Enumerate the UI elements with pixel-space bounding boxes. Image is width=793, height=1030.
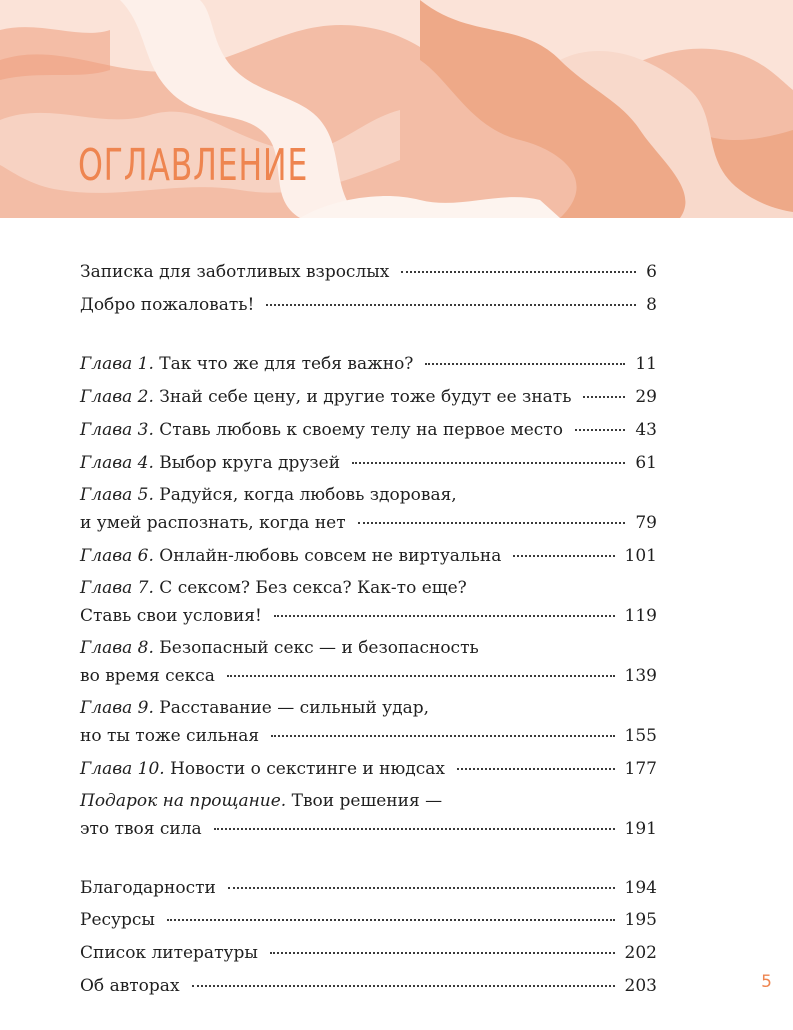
toc-page-number: 8 <box>646 295 657 315</box>
toc-entry-text: Знай себе цену, и другие тоже будут ее знать <box>159 387 572 407</box>
toc-page-number: 101 <box>624 546 657 566</box>
chapter-label: Глава 4. <box>80 453 154 473</box>
toc-entry-text: во время секса <box>80 666 215 686</box>
toc-page-number: 139 <box>624 666 657 686</box>
toc-entry-authors <box>80 972 657 1000</box>
header-banner <box>0 0 793 218</box>
toc-entry-bibliography <box>80 939 657 967</box>
toc-entry-text: Записка для заботливых взрослых <box>80 262 390 282</box>
toc-entry-chapter-3 <box>80 416 657 444</box>
toc-page-number: 155 <box>624 726 657 746</box>
toc-entry-first-line: С сексом? Без секса? Как-то еще? <box>159 578 467 598</box>
toc-page-number: 61 <box>635 453 657 473</box>
dot-leader <box>214 828 615 830</box>
toc-entry-farewell <box>80 787 657 843</box>
toc-entry-chapter-6 <box>80 542 657 570</box>
toc-page-number: 43 <box>635 420 657 440</box>
toc-entry-chapter-2 <box>80 383 657 411</box>
toc-entry-text: Список литературы <box>80 943 258 963</box>
toc-entry-text: но ты тоже сильная <box>80 726 260 746</box>
toc-entry-chapter-1 <box>80 350 657 378</box>
dot-leader <box>401 271 636 273</box>
chapter-label: Подарок на прощание. <box>80 791 287 811</box>
dot-leader <box>352 462 625 464</box>
dot-leader <box>167 919 615 921</box>
toc-entry-first-line: Радуйся, когда любовь здоровая, <box>159 485 457 505</box>
toc-entry-text: Ресурсы <box>80 910 155 930</box>
toc-entry-text: Новости о секстинге и нюдсах <box>170 759 445 779</box>
dot-leader <box>457 768 615 770</box>
chapter-label: Глава 9. <box>80 698 154 718</box>
dot-leader <box>425 363 625 365</box>
dot-leader <box>266 304 636 306</box>
toc-entry-text: это твоя сила <box>80 819 202 839</box>
toc-entry-first-line: Расставание — сильный удар, <box>159 698 430 718</box>
toc-entry-text: и умей распознать, когда нет <box>80 513 346 533</box>
toc-page-number: 6 <box>646 262 657 282</box>
toc-entry-chapter-10 <box>80 755 657 783</box>
toc-entry-first-line: Безопасный секс — и безопасность <box>159 638 479 658</box>
toc-entry-resources <box>80 906 657 934</box>
dot-leader <box>227 675 615 677</box>
toc-entry-chapter-8 <box>80 634 657 690</box>
toc-entry-chapter-5 <box>80 481 657 537</box>
toc-entry-text: Так что же для тебя важно? <box>159 354 414 374</box>
toc-page-number: 29 <box>635 387 657 407</box>
chapter-label: Глава 8. <box>80 638 154 658</box>
page-number: 5 <box>761 972 772 992</box>
chapter-label: Глава 10. <box>80 759 165 779</box>
dot-leader <box>270 952 615 954</box>
chapter-label: Глава 3. <box>80 420 154 440</box>
toc-entry-text: Добро пожаловать! <box>80 295 255 315</box>
toc-page-number: 79 <box>635 513 657 533</box>
toc-entry-chapter-7 <box>80 574 657 630</box>
toc-page-number: 195 <box>624 910 657 930</box>
toc-page-number: 177 <box>624 759 657 779</box>
toc-entry-text: Об авторах <box>80 976 180 996</box>
toc-entry-first-line: Твои решения — <box>291 791 443 811</box>
chapter-label: Глава 5. <box>80 485 154 505</box>
toc-page-number: 11 <box>635 354 657 374</box>
toc-entry-chapter-9 <box>80 694 657 750</box>
toc-entry-acknowledgements <box>80 874 657 902</box>
toc-page-number: 194 <box>624 878 657 898</box>
toc-entry-text: Благодарности <box>80 878 216 898</box>
toc-page-number: 203 <box>624 976 657 996</box>
toc-page-number: 202 <box>624 943 657 963</box>
toc-entry-chapter-4 <box>80 449 657 477</box>
chapter-label: Глава 2. <box>80 387 154 407</box>
dot-leader <box>583 396 625 398</box>
chapter-label: Глава 1. <box>80 354 154 374</box>
dot-leader <box>513 555 614 557</box>
dot-leader <box>271 735 614 737</box>
toc-entry-text: Ставь свои условия! <box>80 606 262 626</box>
toc-page-number: 119 <box>624 606 657 626</box>
toc-entry-text: Выбор круга друзей <box>159 453 341 473</box>
toc-entry-note <box>80 258 657 286</box>
dot-leader <box>358 522 626 524</box>
toc-entry-text: Онлайн-любовь совсем не виртуальна <box>159 546 502 566</box>
chapter-label: Глава 7. <box>80 578 154 598</box>
dot-leader <box>575 429 625 431</box>
toc-page-number: 191 <box>624 819 657 839</box>
dot-leader <box>228 887 615 889</box>
dot-leader <box>192 985 615 987</box>
toc-entry-text: Ставь любовь к своему телу на первое место <box>159 420 563 440</box>
chapter-label: Глава 6. <box>80 546 154 566</box>
toc-entry-welcome <box>80 291 657 319</box>
page-title: ОГЛАВЛЕНИЕ <box>78 140 309 191</box>
dot-leader <box>274 615 615 617</box>
